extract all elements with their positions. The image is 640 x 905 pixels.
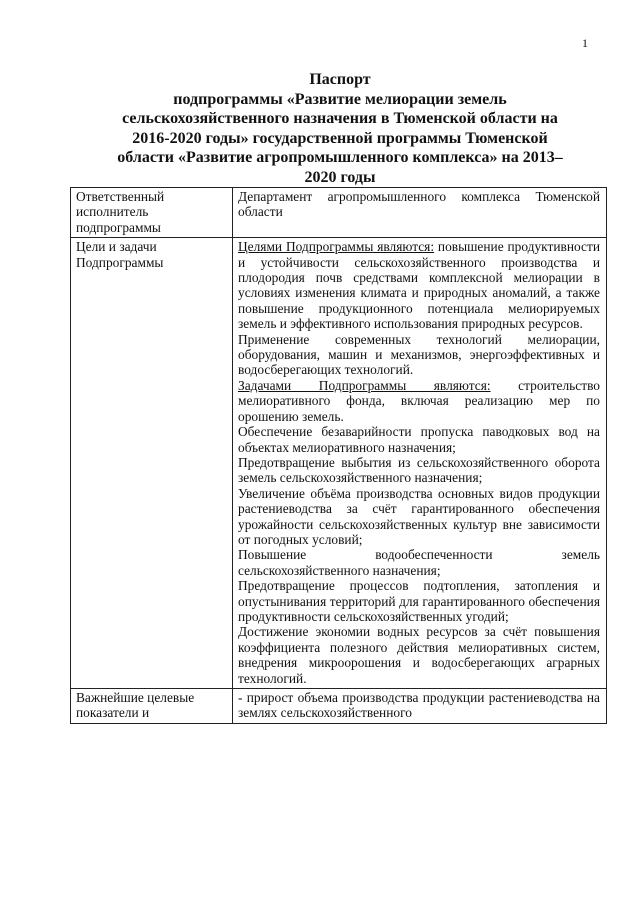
page-number: 1	[582, 36, 588, 50]
row-content: - прирост объема производства продукции растениеводства на землях сельскохозяйственного	[233, 689, 607, 724]
title-line: области «Развитие агропромышленного комплекса» на 2013–	[117, 149, 563, 166]
title-line: 2016-2020 годы» государственной программы Тюменской	[132, 129, 548, 147]
goals-heading: Целями Подпрограммы являются:	[238, 239, 435, 255]
passport-table	[70, 187, 607, 724]
table-row	[71, 238, 607, 689]
document-title	[70, 70, 610, 187]
task-item: Достижение экономии водных ресурсов за счёт повышения коэффициента полезного действия мелиоративных систем, внедрения микроорошения и водосберегающих аграрных технологий.	[238, 624, 600, 686]
title-line: Паспорт	[309, 71, 371, 88]
task-item: Увеличение объёма производства основных видов продукции растениеводства за счёт гарантированного обеспечения урожайности сельскохозяйственных культур вне зависимости от погодных условий;	[238, 485, 600, 547]
task-item: Предотвращение процессов подтопления, затопления и опустынивания территорий для гарантированного обеспечения продуктивности сельскохозяйственных угодий;	[238, 578, 600, 624]
task-item: Предотвращение выбытия из сельскохозяйственного оборота земель сельскохозяйственного назначения;	[238, 454, 600, 486]
title-line: сельскохозяйственного назначения в Тюменской области на	[122, 110, 558, 127]
row-label: Важнейшие целевые показатели и	[71, 689, 233, 724]
row-label: Цели и задачи Подпрограммы	[71, 238, 233, 689]
goals-text: повышение продуктивности и устойчивости сельскохозяйственного производства и плодородия почв средствами комплексной мелиорации в условиях изменения климата и природных аномалий, а также повышение продукционного потенциала мелиорируемых земель и эффективного использования природных ресурсов.	[238, 239, 600, 332]
title-line: подпрограммы «Развитие мелиорации земель	[173, 90, 507, 108]
row-content	[233, 238, 607, 689]
table-row	[71, 689, 607, 724]
row-label: Ответственный исполнитель подпрограммы	[71, 188, 233, 238]
task-item: Обеспечение безаварийности пропуска паводковых вод на объектах мелиоративного назначения;	[238, 424, 600, 455]
row-content: Департамент агропромышленного комплекса Тюменской области	[233, 188, 607, 238]
tasks-heading: Задачами Подпрограммы являются:	[238, 377, 491, 393]
title-line: 2020 годы	[304, 168, 376, 186]
task-item: Повышение водообеспеченности земель сельскохозяйственного назначения;	[238, 547, 600, 578]
table-row	[71, 188, 607, 238]
tasks-paragraph	[238, 378, 600, 424]
goals-extra: Применение современных технологий мелиорации, оборудования, машин и механизмов, энергоэффективных и водосберегающих технологий.	[238, 331, 600, 378]
goals-paragraph	[238, 239, 600, 331]
tasks-text: строительство мелиоративного фонда, включая реализацию мер по орошению земель.	[238, 377, 600, 424]
